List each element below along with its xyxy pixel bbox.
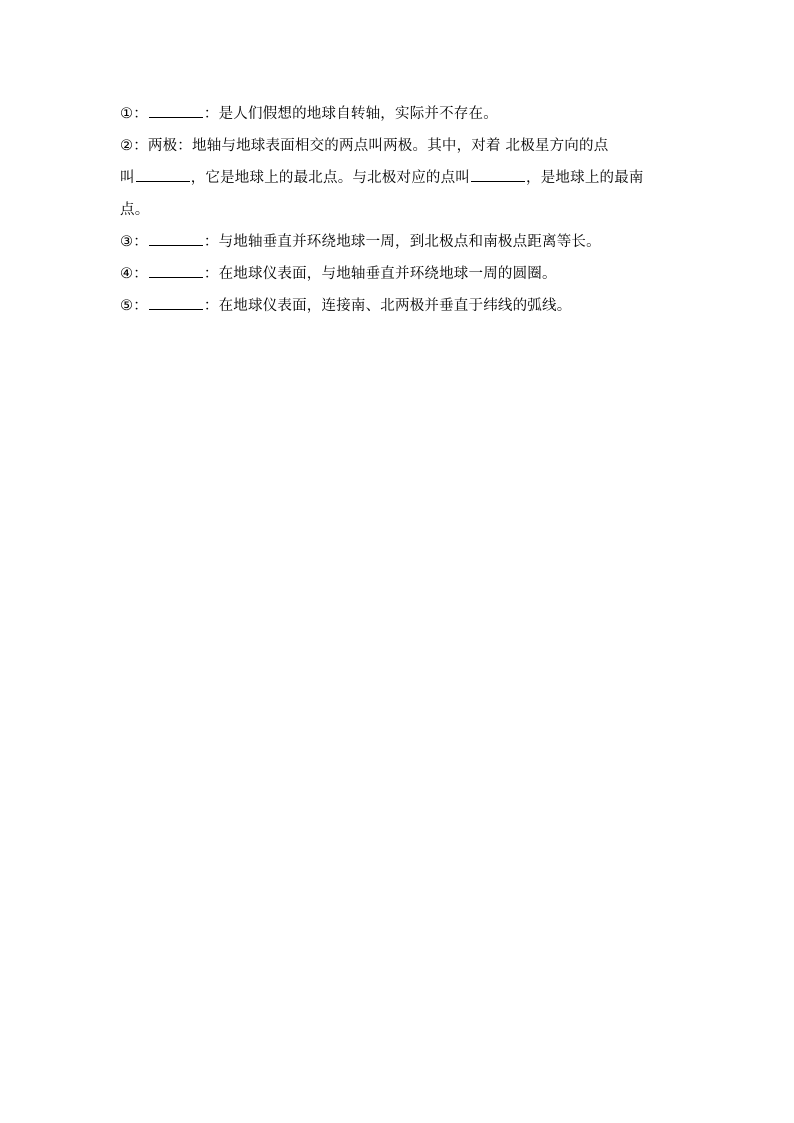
question-3 <box>120 226 680 258</box>
answer-blank-1[interactable] <box>149 99 203 118</box>
question-3-sep: ： <box>133 234 148 250</box>
answer-blank-2a[interactable] <box>136 163 190 182</box>
question-4-marker: ④ <box>120 266 134 282</box>
question-1-text: ：是人们假想的地球自转轴，实际并不存在。 <box>203 106 498 122</box>
question-5-sep: ： <box>133 298 148 314</box>
answer-blank-3[interactable] <box>149 227 203 246</box>
question-2-text-c: ，它是地球上的最北点。与北极对应的点叫 <box>190 170 471 186</box>
question-1-sep: ： <box>133 106 148 122</box>
question-5 <box>120 290 680 322</box>
answer-blank-4[interactable] <box>149 259 203 278</box>
question-2-text-a: ：两极：地轴与地球表面相交的两点叫两极。其中，对着 北极星方向的点 <box>133 138 609 154</box>
question-2-text-b: 叫 <box>120 170 135 186</box>
question-2-text-e: 点。 <box>120 202 150 218</box>
question-2-line-2 <box>120 162 680 194</box>
question-2-text-d: ，是地球上的最南 <box>526 170 644 186</box>
answer-blank-2b[interactable] <box>471 163 525 182</box>
question-2-line-3 <box>120 194 680 226</box>
question-1-marker: ① <box>120 106 134 122</box>
answer-blank-5[interactable] <box>149 291 203 310</box>
question-list <box>120 98 680 322</box>
question-4 <box>120 258 680 290</box>
question-4-sep: ： <box>133 266 148 282</box>
question-5-text: ：在地球仪表面，连接南、北两极并垂直于纬线的弧线。 <box>203 298 572 314</box>
question-5-marker: ⑤ <box>120 298 134 314</box>
question-4-text: ：在地球仪表面，与地轴垂直并环绕地球一周的圆圈。 <box>203 266 557 282</box>
question-2-line-1 <box>120 130 680 162</box>
question-3-marker: ③ <box>120 234 134 250</box>
question-2-marker: ② <box>120 138 134 154</box>
question-1 <box>120 98 680 130</box>
question-3-text: ：与地轴垂直并环绕地球一周，到北极点和南极点距离等长。 <box>203 234 601 250</box>
